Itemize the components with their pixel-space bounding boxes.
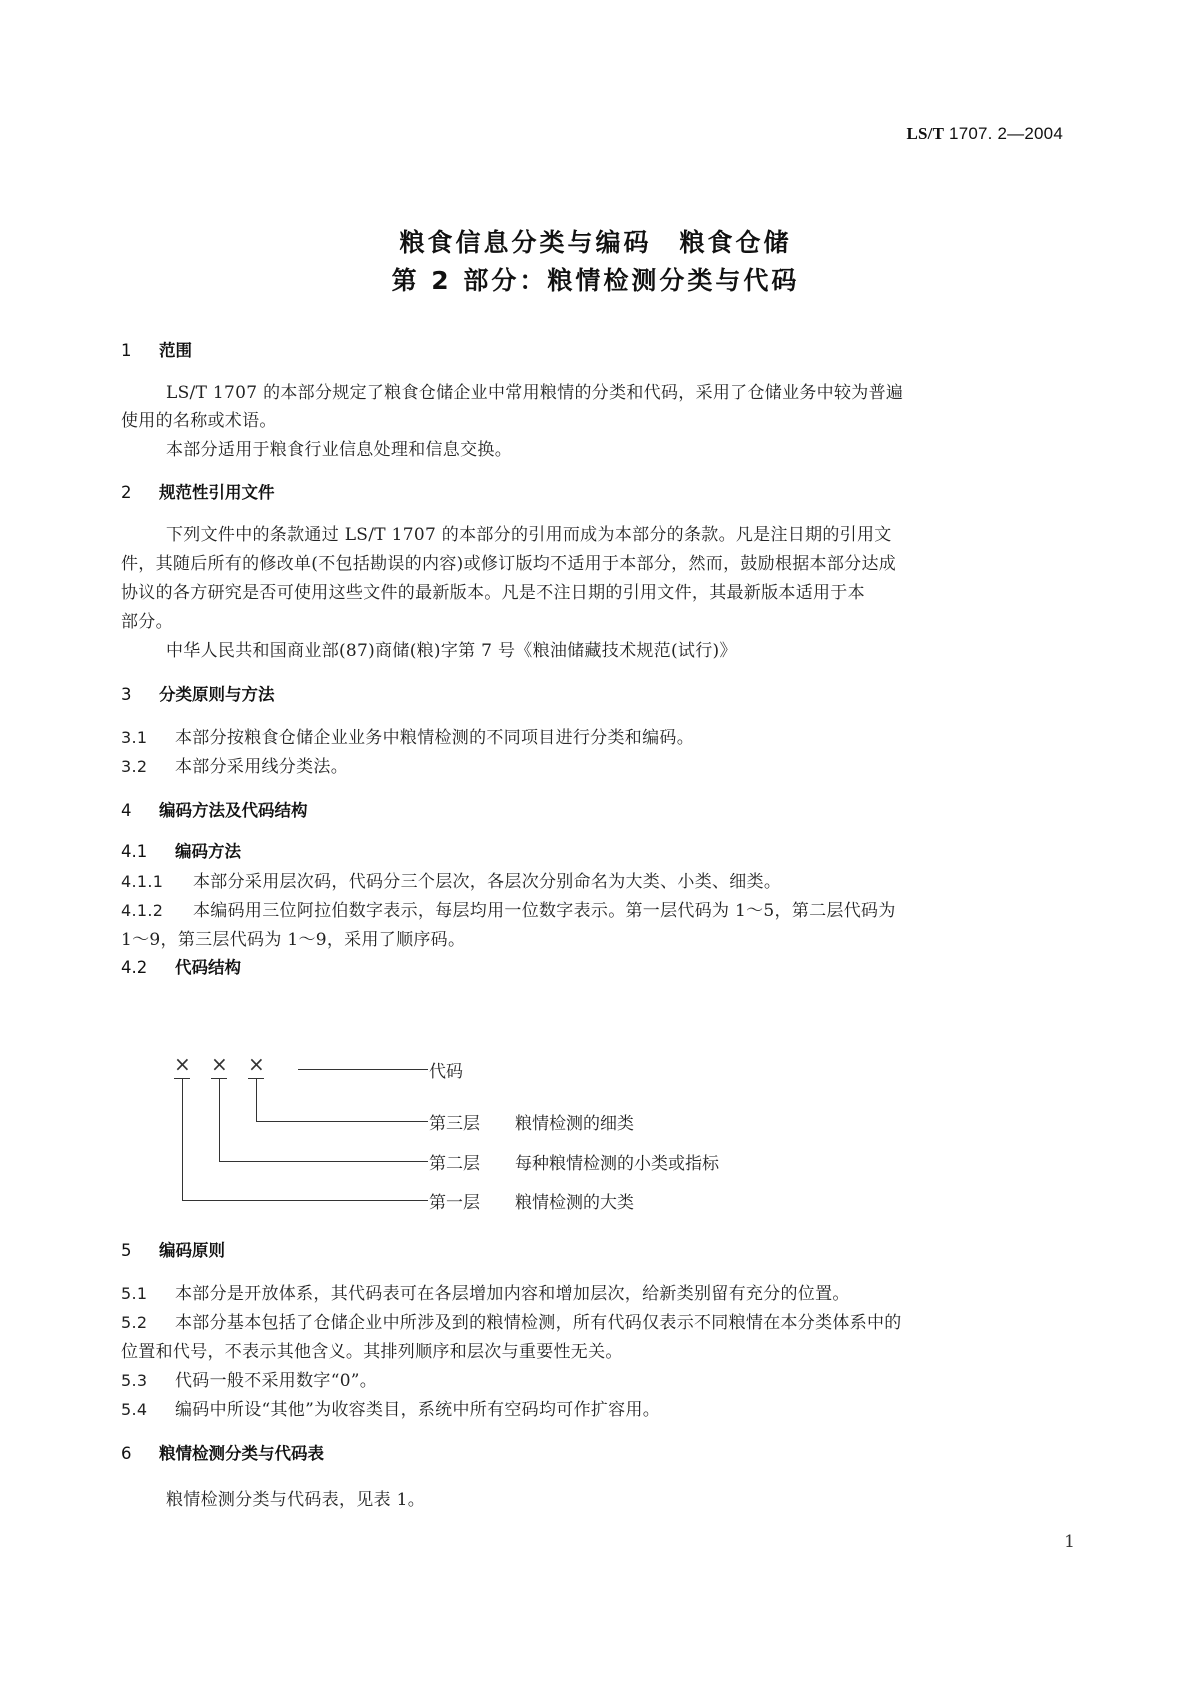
clause-4-1-1: 4.1.1 本部分采用层次码，代码分三个层次，各层次分别命名为大类、小类、细类。 — [121, 872, 782, 892]
clause-4-1-2-line-1: 4.1.2 本编码用三位阿拉伯数字表示，每层均用一位数字表示。第一层代码为 1～5，第二层代码为 — [121, 901, 896, 921]
document-title — [0, 224, 1191, 300]
clause-5-1: 5.1 本部分是开放体系，其代码表可在各层增加内容和增加层次，给新类别留有充分的位置。 — [121, 1284, 850, 1304]
page-number: 1 — [1064, 1532, 1075, 1552]
clause-4-1-2-line-2: 1～9，第三层代码为 1～9，采用了顺序码。 — [121, 930, 466, 950]
section-1-paragraph-2: 本部分适用于粮食行业信息处理和信息交换。 — [166, 440, 512, 460]
section-6-heading: 6 粮情检测分类与代码表 — [121, 1444, 324, 1463]
subsection-4-1-heading: 4.1 编码方法 — [121, 842, 241, 861]
section-2-paragraph-line-4: 部分。 — [121, 612, 173, 632]
section-2-paragraph-line-3: 协议的各方研究是否可使用这些文件的最新版本。凡是不注日期的引用文件，其最新版本适用于本 — [121, 583, 865, 603]
section-4-heading: 4 编码方法及代码结构 — [121, 801, 308, 820]
level-2-vertical-line — [219, 1078, 220, 1161]
code-digit-1-symbol: × — [174, 1052, 191, 1076]
level-3-horizontal-line — [256, 1121, 428, 1122]
code-digit-3-symbol: × — [248, 1052, 265, 1076]
level-2-horizontal-line — [219, 1161, 428, 1162]
section-2-reference: 中华人民共和国商业部(87)商储(粮)字第 7 号《粮油储藏技术规范(试行)》 — [166, 641, 737, 661]
section-3-heading: 3 分类原则与方法 — [121, 685, 275, 704]
clause-3-2: 3.2 本部分采用线分类法。 — [121, 757, 348, 777]
level-3-description: 粮情检测的细类 — [515, 1114, 634, 1134]
section-2-paragraph-line-2: 件，其随后所有的修改单(不包括勘误的内容)或修订版均不适用于本部分，然而，鼓励根据本部分达成 — [121, 554, 897, 574]
level-1-description: 粮情检测的大类 — [515, 1193, 634, 1213]
clause-5-4: 5.4 编码中所设“其他”为收容类目，系统中所有空码均可作扩容用。 — [121, 1400, 661, 1420]
section-1-paragraph-1-line-1: LS/T 1707 的本部分规定了粮食仓储企业中常用粮情的分类和代码，采用了仓储业务中较为普遍 — [166, 383, 904, 403]
level-3-vertical-line — [256, 1078, 257, 1121]
section-6-paragraph: 粮情检测分类与代码表，见表 1。 — [166, 1490, 426, 1510]
level-1-horizontal-line — [182, 1200, 428, 1201]
clause-3-1: 3.1 本部分按粮食仓储企业业务中粮情检测的不同项目进行分类和编码。 — [121, 728, 694, 748]
section-5-heading: 5 编码原则 — [121, 1241, 225, 1260]
code-structure-diagram — [174, 1052, 820, 1228]
title-line-2: 第 2 部分：粮情检测分类与代码 — [391, 266, 800, 295]
section-2-paragraph-line-1: 下列文件中的条款通过 LS/T 1707 的本部分的引用而成为本部分的条款。凡是注日期的引用文 — [166, 525, 892, 545]
subsection-4-2-heading: 4.2 代码结构 — [121, 958, 241, 977]
clause-5-2-line-1: 5.2 本部分基本包括了仓储企业中所涉及到的粮情检测，所有代码仅表示不同粮情在本分类体系中的 — [121, 1313, 902, 1333]
standard-number: 1707. 2—2004 — [949, 124, 1063, 143]
standard-code — [906, 124, 1063, 144]
clause-5-3: 5.3 代码一般不采用数字“0”。 — [121, 1371, 378, 1391]
level-3-name: 第三层 — [429, 1114, 480, 1134]
level-2-description: 每种粮情检测的小类或指标 — [515, 1154, 719, 1174]
level-1-name: 第一层 — [429, 1193, 480, 1213]
section-1-paragraph-1-line-2: 使用的名称或术语。 — [121, 411, 277, 431]
standard-prefix: LS/T — [906, 124, 945, 143]
code-label: 代码 — [429, 1062, 463, 1082]
code-digit-2-symbol: × — [211, 1052, 228, 1076]
code-leader-line — [298, 1069, 428, 1070]
section-1-heading: 1 范围 — [121, 341, 192, 360]
level-1-vertical-line — [182, 1078, 183, 1200]
section-2-heading: 2 规范性引用文件 — [121, 483, 275, 502]
clause-5-2-line-2: 位置和代号，不表示其他含义。其排列顺序和层次与重要性无关。 — [121, 1342, 623, 1362]
level-2-name: 第二层 — [429, 1154, 480, 1174]
title-line-1: 粮食信息分类与编码 粮食仓储 — [399, 228, 792, 257]
